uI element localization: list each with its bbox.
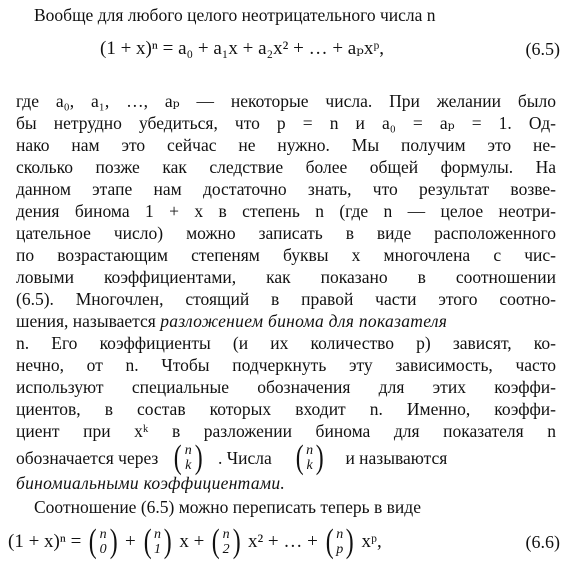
- binom-bottom: p: [336, 542, 344, 557]
- binomial-symbol: ( n 0 ): [89, 523, 118, 560]
- equation-terms: [81, 525, 381, 559]
- text-line: данном этапе нам достаточно знать, что результат возве-: [16, 179, 556, 199]
- equation-6-6: [8, 522, 382, 562]
- equation-operator: +: [124, 531, 136, 552]
- text-line: Вообще для любого целого неотрицательного числа n: [34, 5, 436, 25]
- text-line: циент при xᵏ в разложении бинома для показателя n: [16, 421, 556, 441]
- text-line: где a₀, a₁, …, aₚ — некоторые числа. При желании было: [16, 91, 556, 111]
- equation-operator: xᵖ,: [361, 531, 382, 552]
- binomial-symbol: ( n k ): [174, 439, 203, 476]
- binom-bottom: k: [306, 458, 313, 473]
- binomial-symbol: ( n k ): [295, 439, 324, 476]
- binom-top: n: [222, 527, 230, 542]
- equation-lhs: (1 + x)ⁿ =: [8, 531, 82, 552]
- text-span: . Числа: [218, 448, 272, 468]
- binomial-symbol: ( n 2 ): [212, 523, 241, 560]
- text-span: обозначается через: [16, 448, 159, 468]
- text-line: ловыми коэффициентами, как показано в соотношении: [16, 267, 556, 287]
- emphasis-term: разложением бинома для показателя: [160, 311, 448, 331]
- equation-operator: x² + … +: [247, 531, 318, 552]
- binom-top: n: [336, 527, 344, 542]
- equation-operator: x +: [179, 531, 205, 552]
- binom-bottom: 0: [99, 542, 107, 557]
- binom-bottom: 2: [222, 542, 230, 557]
- binomial-symbol: ( n p ): [325, 523, 354, 560]
- binomial-symbol: ( n 1 ): [143, 523, 172, 560]
- binom-top: n: [99, 527, 107, 542]
- text-line: n. Его коэффициенты (и их количество p) зависят, ко-: [16, 333, 556, 353]
- equation-number: (6.5): [525, 39, 560, 59]
- text-line: бы нетрудно убедиться, что p = n и a₀ = aₚ = 1. Од-: [16, 113, 556, 133]
- text-line: дения бинома 1 + x в степень n (где n — целое неотри-: [16, 201, 556, 221]
- text-line: нако нам это сейчас не нужно. Мы получим это не-: [16, 135, 556, 155]
- emphasis-term: биномиальными коэффициентами.: [16, 473, 286, 493]
- text-line: [16, 472, 285, 494]
- text-line: [16, 428, 556, 476]
- binom-bottom: 1: [154, 542, 162, 557]
- binom-top: n: [184, 443, 192, 458]
- text-span: шения, называется: [16, 311, 161, 331]
- equation-number: (6.6): [525, 532, 560, 552]
- text-line: [16, 310, 447, 332]
- text-line: сколько позже как следствие более общей формулы. На: [16, 157, 556, 177]
- text-line: используют специальные обозначения для этих коэффи-: [16, 377, 556, 397]
- text-line: (6.5). Многочлен, стоящий в правой части этого соотно-: [16, 289, 556, 309]
- text-line: Соотношение (6.5) можно переписать теперь в виде: [34, 497, 421, 517]
- text-span: и называются: [345, 448, 448, 468]
- text-line: нечно, от n. Чтобы подчеркнуть эту зависимость, часто: [16, 355, 556, 375]
- text-line: по возрастающим степеням буквы x многочлена с чис-: [16, 245, 556, 265]
- equation-6-5: (1 + x)ⁿ = a₀ + a₁x + a₂x² + … + aₚxᵖ,: [100, 38, 384, 59]
- binom-top: n: [154, 527, 162, 542]
- binom-top: n: [306, 443, 314, 458]
- binom-bottom: k: [185, 458, 192, 473]
- text-line: цательное число) можно записать в виде расположенного: [16, 223, 556, 243]
- text-line: циентов, в состав которых входит n. Именно, коэффи-: [16, 399, 556, 419]
